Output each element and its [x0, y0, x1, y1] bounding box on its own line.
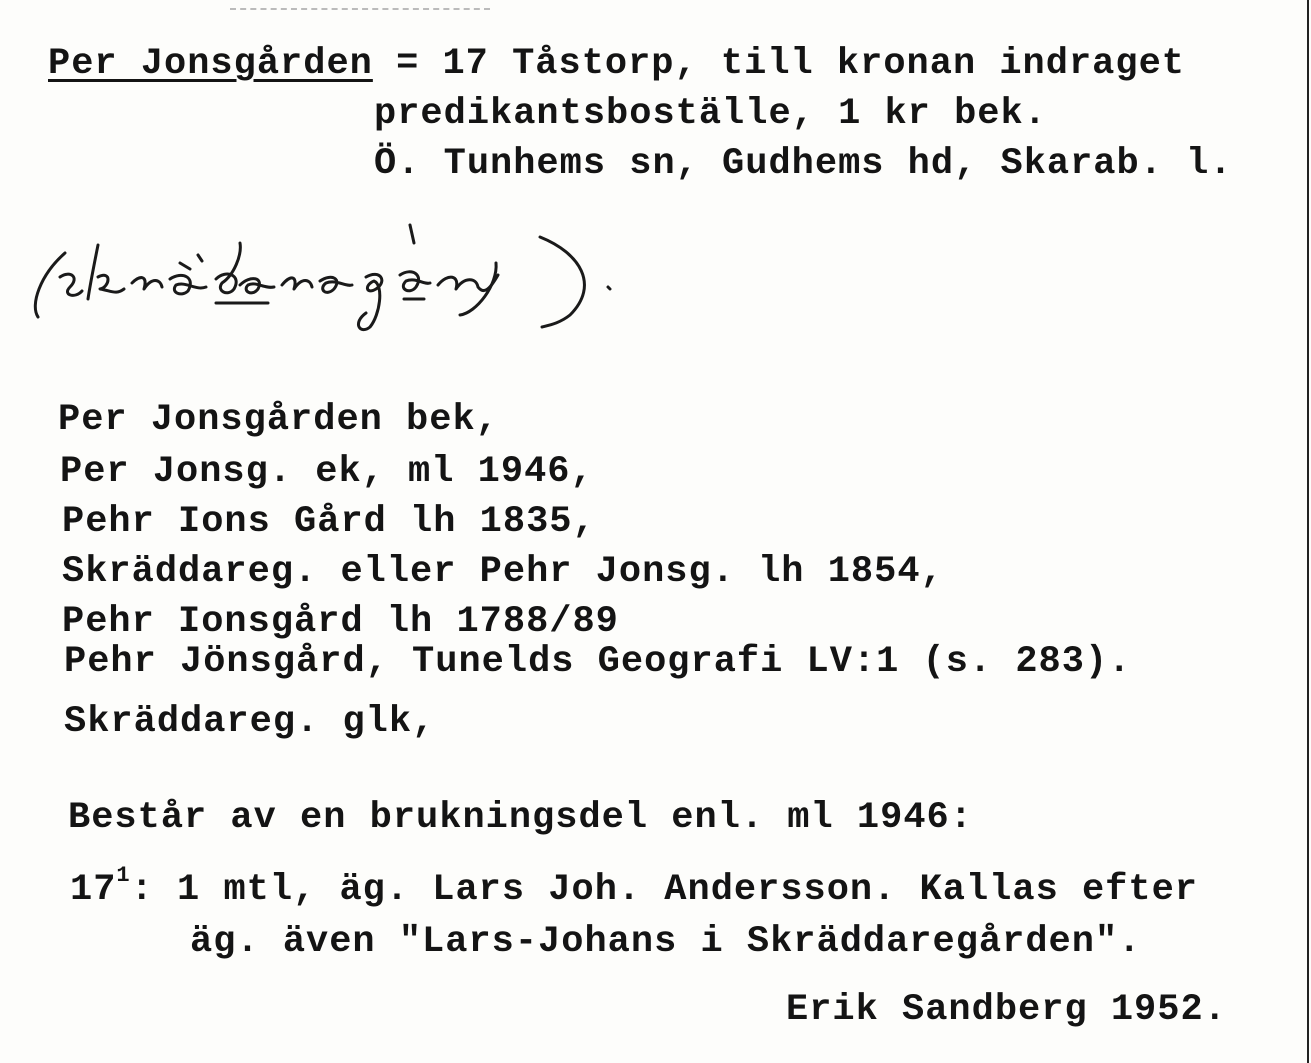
card-title: Per Jonsgården	[48, 43, 373, 85]
name-form-5: Pehr Ionsgård lh 1788/89	[62, 601, 619, 643]
card-top-edge	[230, 8, 490, 10]
name-form-3: Pehr Ions Gård lh 1835,	[62, 501, 596, 543]
entry-number: 17	[70, 869, 117, 911]
name-form-6: Pehr Jönsgård, Tunelds Geografi LV:1 (s. 283).	[64, 641, 1132, 683]
name-form-1: Per Jonsgården bek,	[58, 399, 499, 441]
entry-text-1: : 1 mtl, äg. Lars Joh. Andersson. Kallas efter	[130, 869, 1198, 911]
name-form-7: Skräddareg. glk,	[64, 701, 436, 743]
card-edge	[1307, 0, 1309, 1063]
composition-entry-line-2: äg. även "Lars-Johans i Skräddaregården".	[190, 921, 1142, 963]
name-form-4: Skräddareg. eller Pehr Jonsg. lh 1854,	[62, 551, 944, 593]
entry-superscript: 1	[116, 863, 131, 888]
composition-entry-line-1	[70, 863, 1198, 916]
signature: Erik Sandberg 1952.	[786, 989, 1227, 1031]
header-line-1-rest: = 17 Tåstorp, till kronan indraget	[372, 43, 1185, 85]
composition-intro: Består av en brukningsdel enl. ml 1946:	[68, 797, 973, 839]
header-line-3: Ö. Tunhems sn, Gudhems hd, Skarab. l.	[374, 143, 1233, 185]
handwritten-note	[20, 215, 640, 345]
header-line-2: predikantsboställe, 1 kr bek.	[374, 93, 1047, 135]
name-form-2: Per Jonsg. ek, ml 1946,	[60, 451, 594, 493]
header-line-1	[48, 42, 1185, 86]
